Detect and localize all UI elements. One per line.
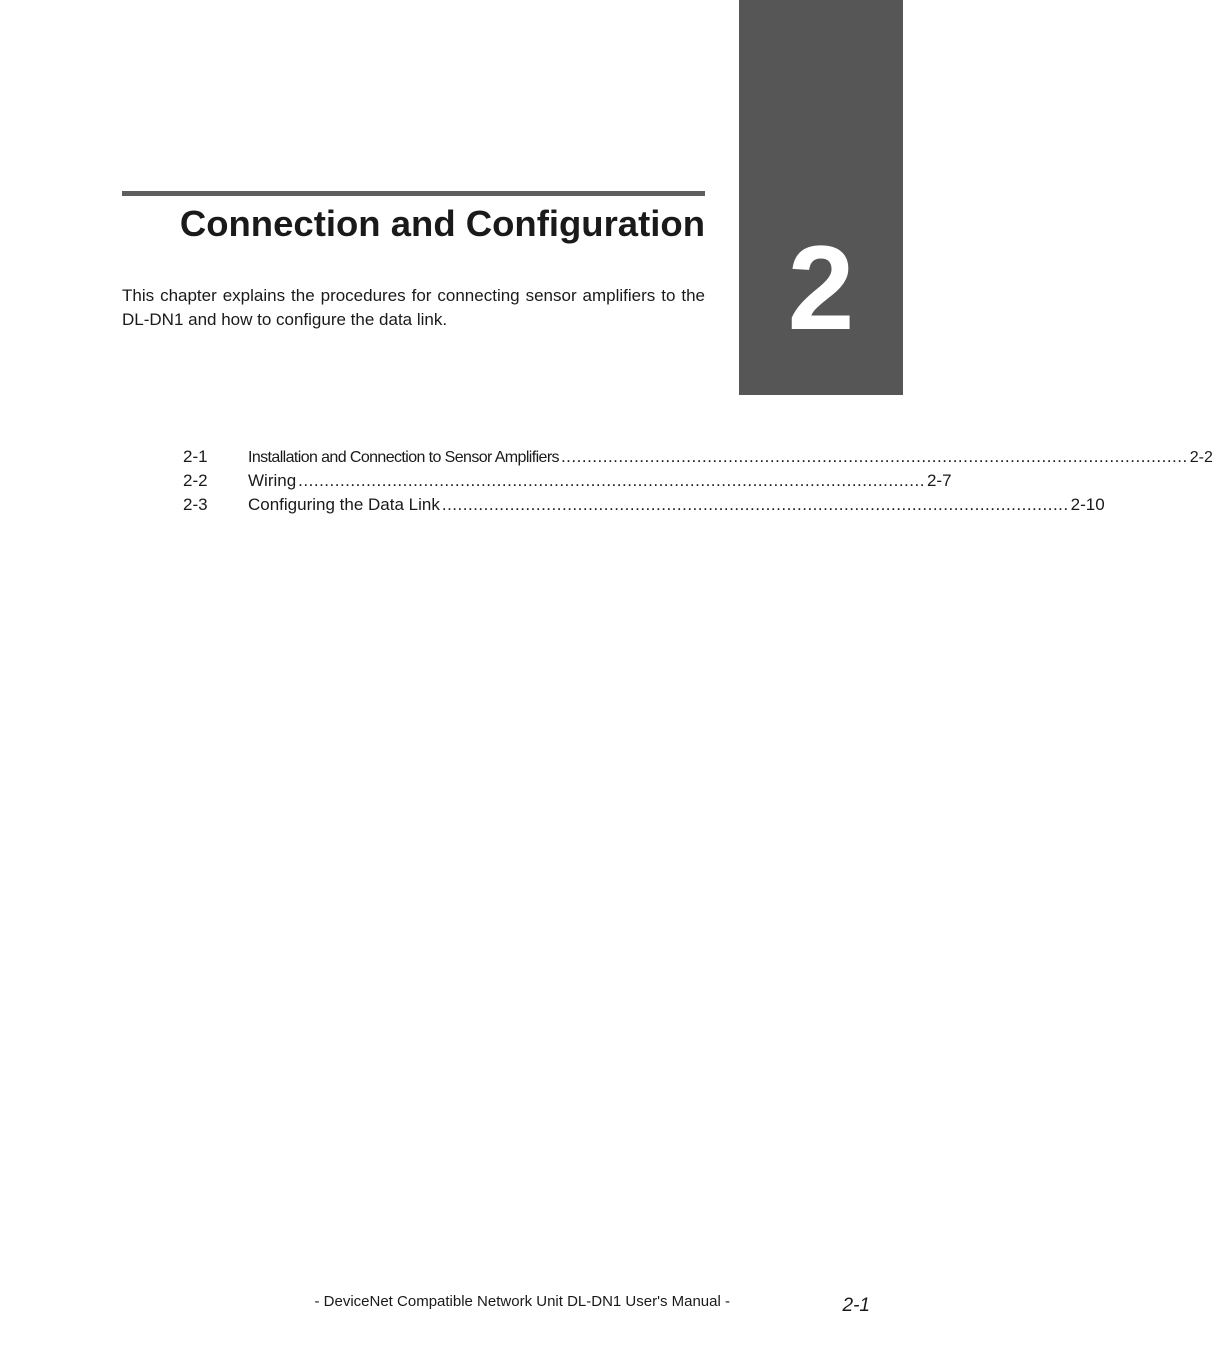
toc-section-number: 2-3 (183, 495, 208, 514)
chapter-tab (739, 0, 903, 395)
toc-page-number: 2-7 (926, 471, 952, 490)
toc-page-number: 2-10 (1070, 495, 1105, 514)
toc-leader-dots: ........................................................................................................................ (441, 495, 1069, 514)
title-rule (122, 191, 705, 196)
toc-section-title: Wiring (248, 471, 297, 490)
toc-page-number: 2-2 (1189, 449, 1213, 466)
toc-section-number: 2-1 (183, 447, 208, 466)
toc-entry-2-2[interactable] (183, 469, 952, 493)
toc-section-title: Installation and Connection to Sensor Amplifiers (248, 449, 559, 466)
footer-manual-title: - DeviceNet Compatible Network Unit DL-DN1 User's Manual - (314, 1293, 730, 1310)
toc-leader-dots: ........................................................................................................................ (298, 471, 925, 490)
toc-section-number: 2-2 (183, 471, 208, 490)
chapter-number: 2 (787, 221, 855, 355)
footer-page-number: 2-1 (842, 1295, 870, 1316)
toc-section-title: Configuring the Data Link (248, 495, 440, 514)
table-of-contents (183, 445, 1213, 517)
toc-entry-2-1[interactable] (183, 445, 1213, 469)
chapter-title: Connection and Configuration (179, 203, 705, 244)
chapter-intro: This chapter explains the procedures for connecting sensor amplifiers to the DL-DN1 and how to configure the data link. (122, 286, 705, 329)
toc-leader-dots: ........................................................................................................................ (560, 447, 1188, 466)
toc-entry-2-3[interactable] (183, 493, 1105, 517)
